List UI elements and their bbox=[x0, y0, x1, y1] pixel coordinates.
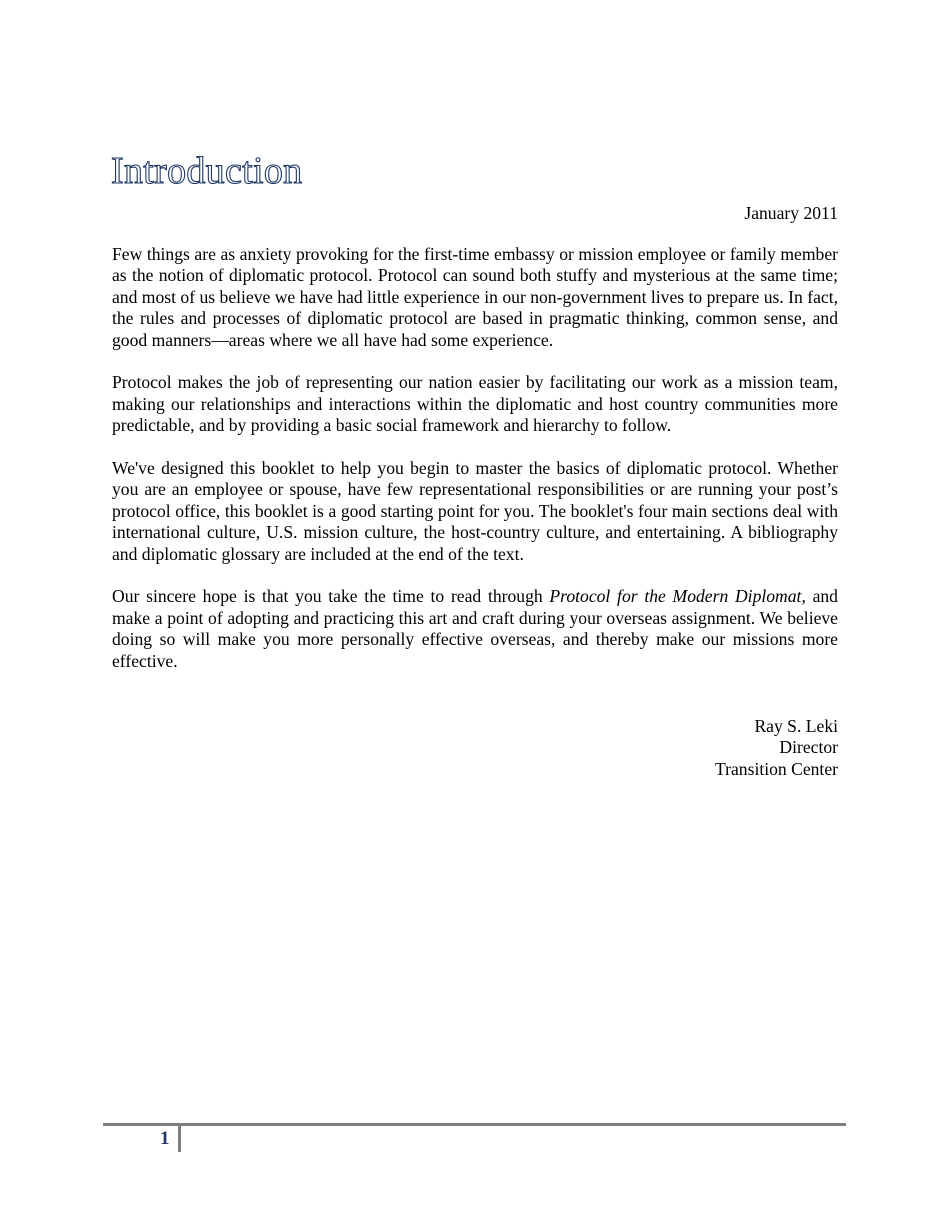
paragraph-3: We've designed this booklet to help you begin to master the basics of diplomatic protocol. Whether you are an employee or spouse, have few representational responsibilities or are running your post’s protocol office, this booklet is a good starting point for you. The booklet's four main sections deal with international culture, U.S. mission culture, the host-country culture, and entertaining. A bibliography and diplomatic glossary are included at the end of the text. bbox=[112, 458, 838, 564]
paragraph-1: Few things are as anxiety provoking for the first-time embassy or mission employee or family member as the notion of diplomatic protocol. Protocol can sound both stuffy and mysterious at the same time; and most of us believe we have had little experience in our non-government lives to prepare us. In fact, the rules and processes of diplomatic protocol are based in pragmatic thinking, common sense, and good manners—areas where we all have had some experience. bbox=[112, 244, 838, 350]
page-number-divider bbox=[178, 1126, 181, 1152]
signature-role: Director bbox=[779, 737, 838, 758]
paragraph-4 bbox=[112, 586, 838, 672]
paragraph-2: Protocol makes the job of representing our nation easier by facilitating our work as a mission team, making our relationships and interactions within the diplomatic and host country communities more predictable, and by providing a basic social framework and hierarchy to follow. bbox=[112, 372, 838, 436]
page-number: 1 bbox=[160, 1128, 170, 1149]
paragraph-4-lead: Our sincere hope is that you take the time to read through bbox=[112, 586, 550, 607]
page-title: Introduction bbox=[111, 150, 303, 192]
signature-block bbox=[715, 716, 838, 780]
signature-organization: Transition Center bbox=[715, 758, 838, 779]
paragraph-4-rest: and make a point of adopting and practicing this art and craft during your overseas assignment. We believe doing so will make you more personally effective overseas, and thereby make our missions more effective. bbox=[112, 586, 838, 671]
body-text bbox=[112, 244, 838, 693]
signature-name: Ray S. Leki bbox=[754, 716, 838, 736]
footer-rule bbox=[103, 1123, 846, 1126]
book-title: Protocol for the Modern Diplomat, bbox=[549, 586, 806, 607]
document-date: January 2011 bbox=[744, 203, 838, 223]
